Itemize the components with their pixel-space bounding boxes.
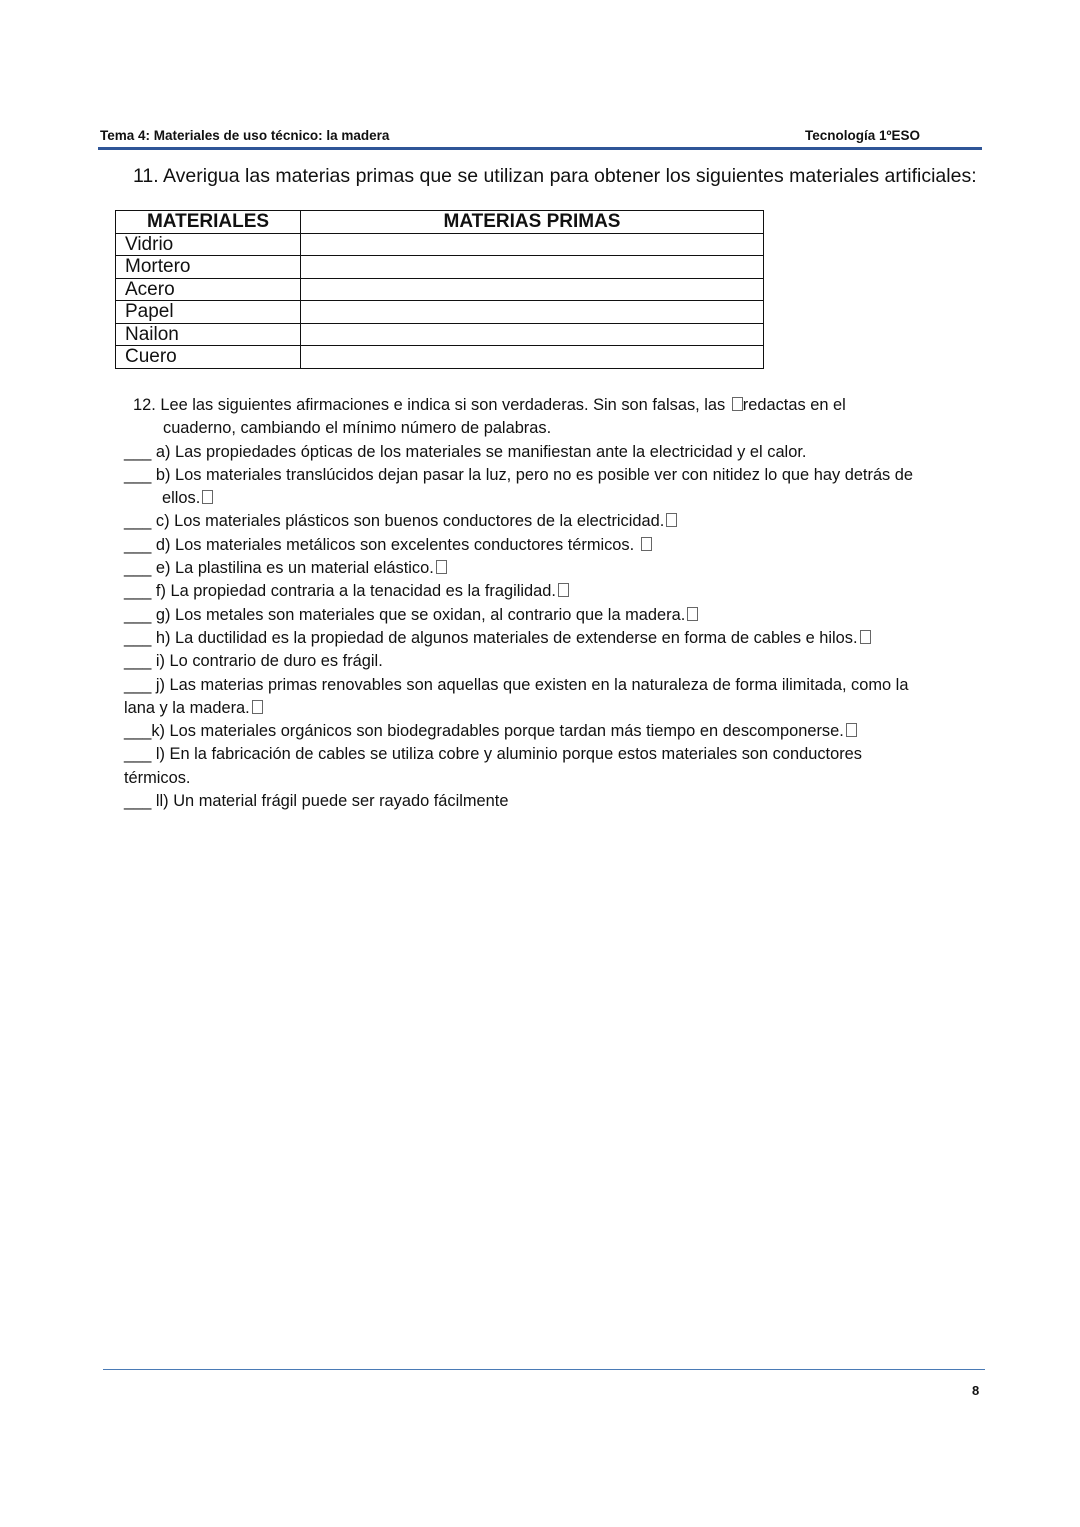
statement-l-cont: térmicos. [124,768,191,787]
page-header [98,127,982,147]
table-header-row [116,211,764,234]
statement-j-cont: lana y la madera. [124,697,980,720]
statement-e: ___ e) La plastilina es un material elástico. [124,557,980,580]
question-12-intro: 12. Lee las siguientes afirmaciones e indica si son verdaderas. Sin son falsas, las redactas en el [133,396,846,414]
missing-glyph-icon [436,560,447,574]
statement-l: ___ l) En la fabricación de cables se utiliza cobre y aluminio porque estos materiales son conductores [124,745,862,764]
statement-b: ___ b) Los materiales translúcidos dejan pasar la luz, pero no es posible ver con nitidez lo que hay detrás de [124,465,914,484]
material-cell: Cuero [116,346,301,369]
material-cell: Vidrio [116,233,301,256]
table-row [116,256,764,279]
page-number: 8 [972,1383,980,1398]
answer-cell[interactable] [301,346,764,369]
answer-cell[interactable] [301,278,764,301]
statement-i: ___ i) Lo contrario de duro es frágil. [124,652,383,671]
missing-glyph-icon [846,723,857,737]
statement-k: ___k) Los materiales orgánicos son biodegradables porque tardan más tiempo en descomponerse. [124,720,980,743]
column-header-materiales: MATERIALES [116,211,301,234]
statement-f: ___ f) La propiedad contraria a la tenacidad es la fragilidad. [124,580,980,603]
footer-divider [103,1369,985,1370]
statement-b-cont: ellos. [124,487,980,510]
missing-glyph-icon [666,513,677,527]
answer-cell[interactable] [301,323,764,346]
missing-glyph-icon [558,583,569,597]
table-row [116,323,764,346]
header-subject: Tecnología 1ºESO [805,128,920,143]
material-cell: Nailon [116,323,301,346]
material-cell: Mortero [116,256,301,279]
table-row [116,278,764,301]
missing-glyph-icon [202,490,213,504]
answer-cell[interactable] [301,233,764,256]
question-11: 11. Averigua las materias primas que se utilizan para obtener los siguientes materiales artificiales: [133,165,977,187]
table-row [116,233,764,256]
answer-cell[interactable] [301,301,764,324]
material-cell: Papel [116,301,301,324]
question-12-intro-cont: cuaderno, cambiando el mínimo número de palabras. [163,419,552,438]
missing-glyph-icon [860,630,871,644]
missing-glyph-icon [641,537,652,551]
statement-c: ___ c) Los materiales plásticos son buenos conductores de la electricidad. [124,510,980,533]
statement-g: ___ g) Los metales son materiales que se oxidan, al contrario que la madera. [124,604,980,627]
table-row [116,346,764,369]
answer-cell[interactable] [301,256,764,279]
table-row [116,301,764,324]
missing-glyph-icon [252,700,263,714]
column-header-materias-primas: MATERIAS PRIMAS [301,211,764,234]
header-topic: Tema 4: Materiales de uso técnico: la madera [100,128,390,143]
statement-d: ___ d) Los materiales metálicos son excelentes conductores térmicos. [124,534,980,557]
statement-ll: ___ ll) Un material frágil puede ser rayado fácilmente [124,792,509,811]
missing-glyph-icon [732,397,743,411]
question-12 [124,394,980,813]
header-divider [98,147,982,150]
statement-j: ___ j) Las materias primas renovables son aquellas que existen en la naturaleza de forma ilimitada, como la [124,675,909,694]
materials-table [115,210,764,369]
statement-a: ___ a) Las propiedades ópticas de los materiales se manifiestan ante la electricidad y el calor. [124,442,807,461]
statement-h: ___ h) La ductilidad es la propiedad de algunos materiales de extenderse en forma de cables e hilos. [124,627,980,650]
missing-glyph-icon [687,607,698,621]
material-cell: Acero [116,278,301,301]
